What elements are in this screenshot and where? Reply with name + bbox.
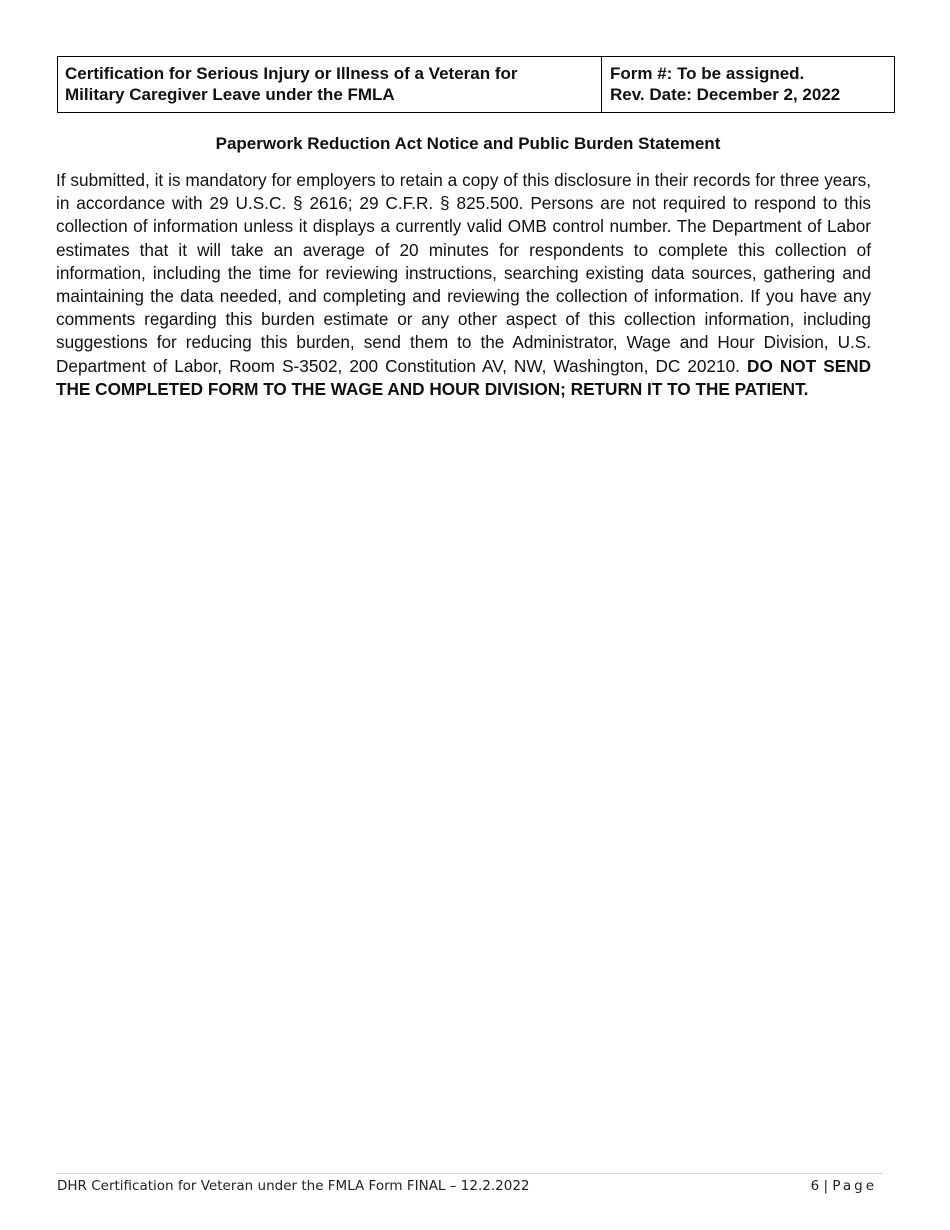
page-separator: | <box>823 1178 829 1194</box>
footer-divider <box>56 1173 882 1174</box>
form-header-table <box>57 56 895 113</box>
burden-statement-paragraph <box>56 169 871 401</box>
form-number: Form #: To be assigned. <box>610 64 805 83</box>
page-number: 6 <box>810 1178 820 1194</box>
form-meta-cell <box>602 57 894 112</box>
section-title: Paperwork Reduction Act Notice and Public Burden Statement <box>215 134 721 153</box>
revision-date: Rev. Date: December 2, 2022 <box>610 85 841 104</box>
page-label: Page <box>832 1178 877 1194</box>
footer-page-number <box>811 1176 877 1196</box>
form-title-line1: Certification for Serious Injury or Illness of a Veteran for <box>65 64 518 83</box>
burden-statement-text: If submitted, it is mandatory for employers to retain a copy of this disclosure in their records for three years, in accordance with 29 U.S.C. § 2616; 29 C.F.R. § 825.500. Persons are not required to respond to this collection of information unless it displays a currently valid OMB control number. The Department of Labor estimates that it will take an average of 20 minutes for respondents to complete this collection of information, including the time for reviewing instructions, searching existing data sources, gathering and maintaining the data needed, and completing and reviewing the collection of information. If you have any comments regarding this burden estimate or any other aspect of this collection information, including suggestions for reducing this burden, send them to the Administrator, Wage and Hour Division, U.S. Department of Labor, Room S-3502, 200 Constitution AV, NW, Washington, DC 20210. <box>56 170 871 376</box>
footer-document-name: DHR Certification for Veteran under the FMLA Form FINAL – 12.2.2022 <box>57 1178 530 1194</box>
form-title-line2: Military Caregiver Leave under the FMLA <box>65 85 395 104</box>
form-title-cell <box>58 57 602 112</box>
return-instruction: DO NOT SEND THE COMPLETED FORM TO THE WAGE AND HOUR DIVISION; RETURN IT TO THE PATIENT. <box>56 355 872 399</box>
